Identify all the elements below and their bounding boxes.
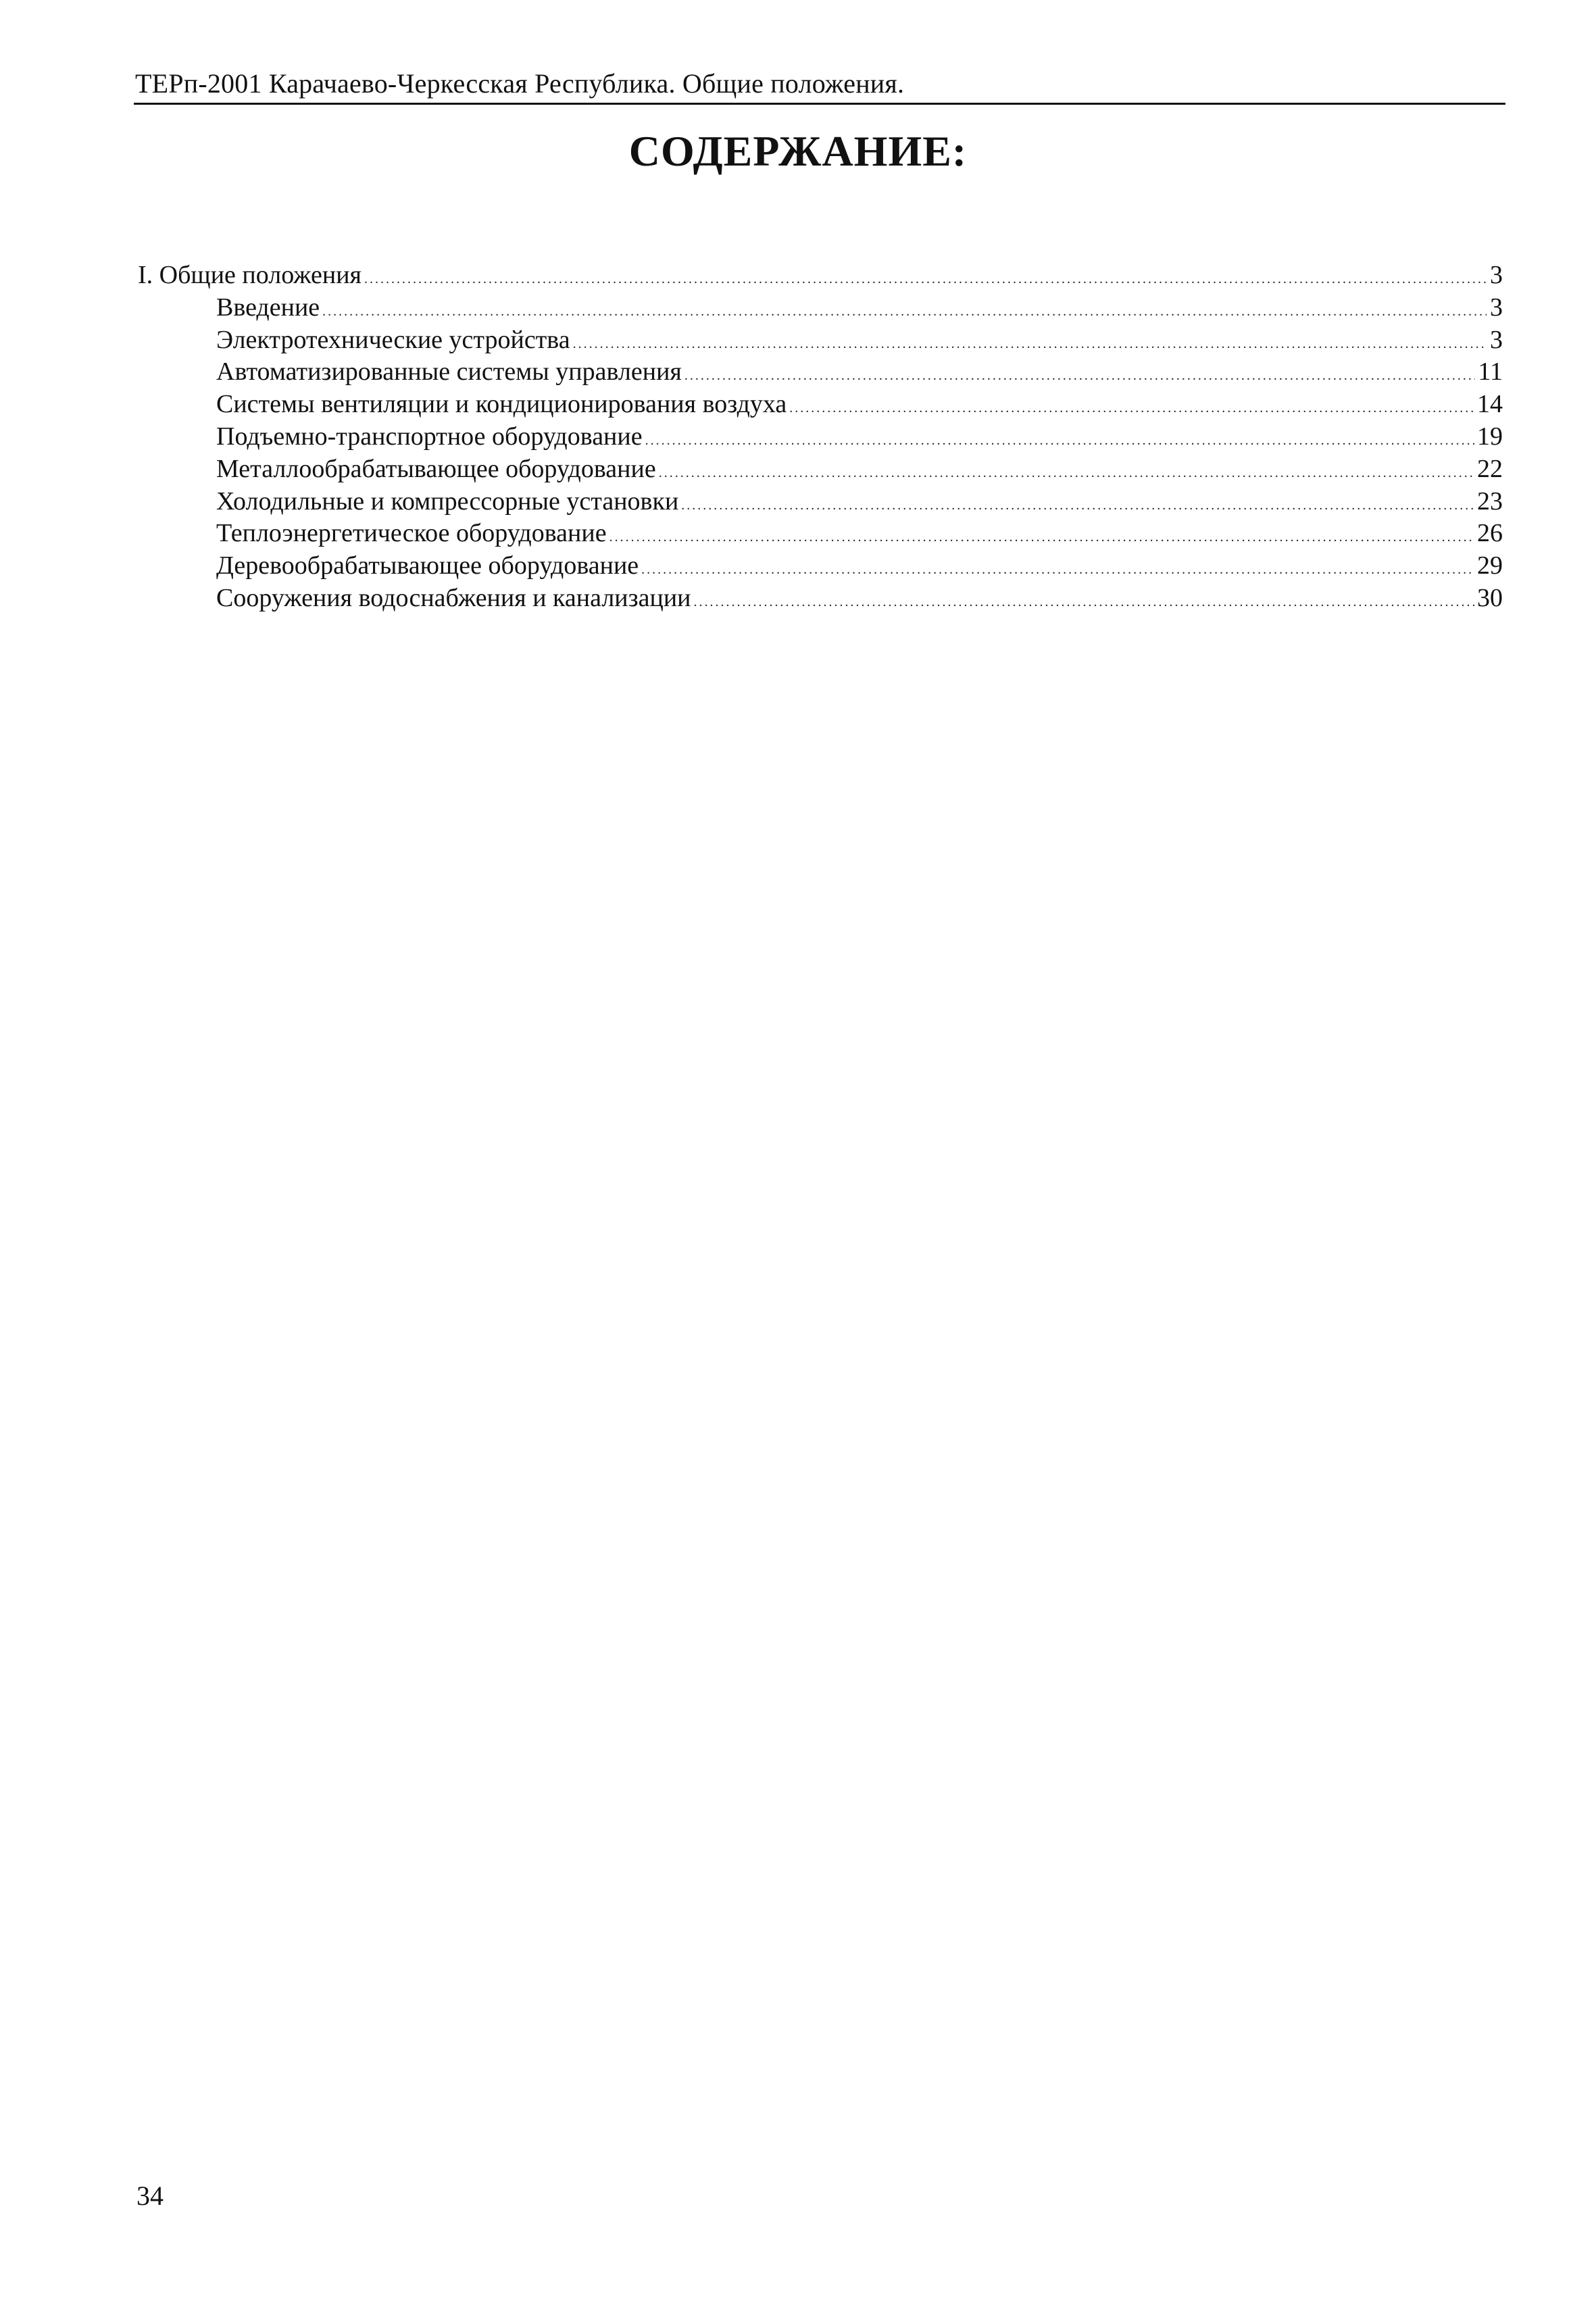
running-header <box>134 68 1505 104</box>
toc-entry-page: 30 <box>1477 583 1503 612</box>
toc-dot-leader <box>694 582 1474 619</box>
toc-dot-leader <box>659 453 1474 490</box>
page-number: 34 <box>136 2181 164 2211</box>
toc-entry-page: 3 <box>1490 293 1503 322</box>
toc-entry-label: Металлообрабатывающее оборудование <box>216 454 656 483</box>
toc-entry <box>138 582 1503 615</box>
toc-dot-leader <box>573 324 1487 361</box>
toc-entry-page: 29 <box>1477 551 1503 580</box>
toc-dot-leader <box>322 292 1487 328</box>
toc-dot-leader <box>681 486 1474 522</box>
toc-entry-page: 19 <box>1477 422 1503 451</box>
toc-entry <box>138 356 1503 389</box>
toc-entry-label: I. Общие положения <box>138 261 362 289</box>
toc-dot-leader <box>645 421 1474 457</box>
toc-entry-page: 22 <box>1477 454 1503 483</box>
toc-entry-label: Автоматизированные системы управления <box>216 357 682 387</box>
toc-entry <box>138 486 1503 518</box>
toc-dot-leader <box>641 550 1474 587</box>
toc-entry <box>138 518 1503 550</box>
toc-entry-page: 3 <box>1490 325 1503 354</box>
toc-entry <box>138 259 1503 292</box>
toc-entry <box>138 421 1503 453</box>
toc-entry-page: 3 <box>1490 261 1503 289</box>
toc-entry-label: Введение <box>216 293 320 322</box>
toc-entry-label: Сооружения водоснабжения и канализации <box>216 583 691 612</box>
table-of-contents <box>138 259 1503 615</box>
toc-entry-page: 11 <box>1478 357 1503 387</box>
toc-entry <box>138 453 1503 486</box>
toc-entry-label: Системы вентиляции и кондиционирования воздуха <box>216 390 787 419</box>
toc-entry-label: Холодильные и компрессорные установки <box>216 487 679 516</box>
toc-entry-label: Электротехнические устройства <box>216 325 570 354</box>
toc-entry-page: 14 <box>1477 390 1503 419</box>
toc-entry <box>138 324 1503 357</box>
header-rule <box>134 103 1505 105</box>
toc-entry-label: Подъемно-транспортное оборудование <box>216 422 643 451</box>
toc-dot-leader <box>789 389 1474 425</box>
toc-entry-label: Деревообрабатывающее оборудование <box>216 551 639 580</box>
toc-entry-page: 26 <box>1477 519 1503 548</box>
toc-dot-leader <box>684 356 1476 393</box>
toc-entry-page: 23 <box>1477 487 1503 516</box>
toc-entry <box>138 292 1503 324</box>
page-title: СОДЕРЖАНИЕ: <box>628 127 968 175</box>
toc-entry-label: Теплоэнергетическое оборудование <box>216 519 607 548</box>
toc-dot-leader <box>609 518 1474 554</box>
toc-dot-leader <box>364 259 1487 296</box>
toc-entry <box>138 389 1503 421</box>
toc-entry <box>138 550 1503 582</box>
header-text: ТЕРп-2001 Карачаево-Черкесская Республика. Общие положения. <box>135 68 905 99</box>
